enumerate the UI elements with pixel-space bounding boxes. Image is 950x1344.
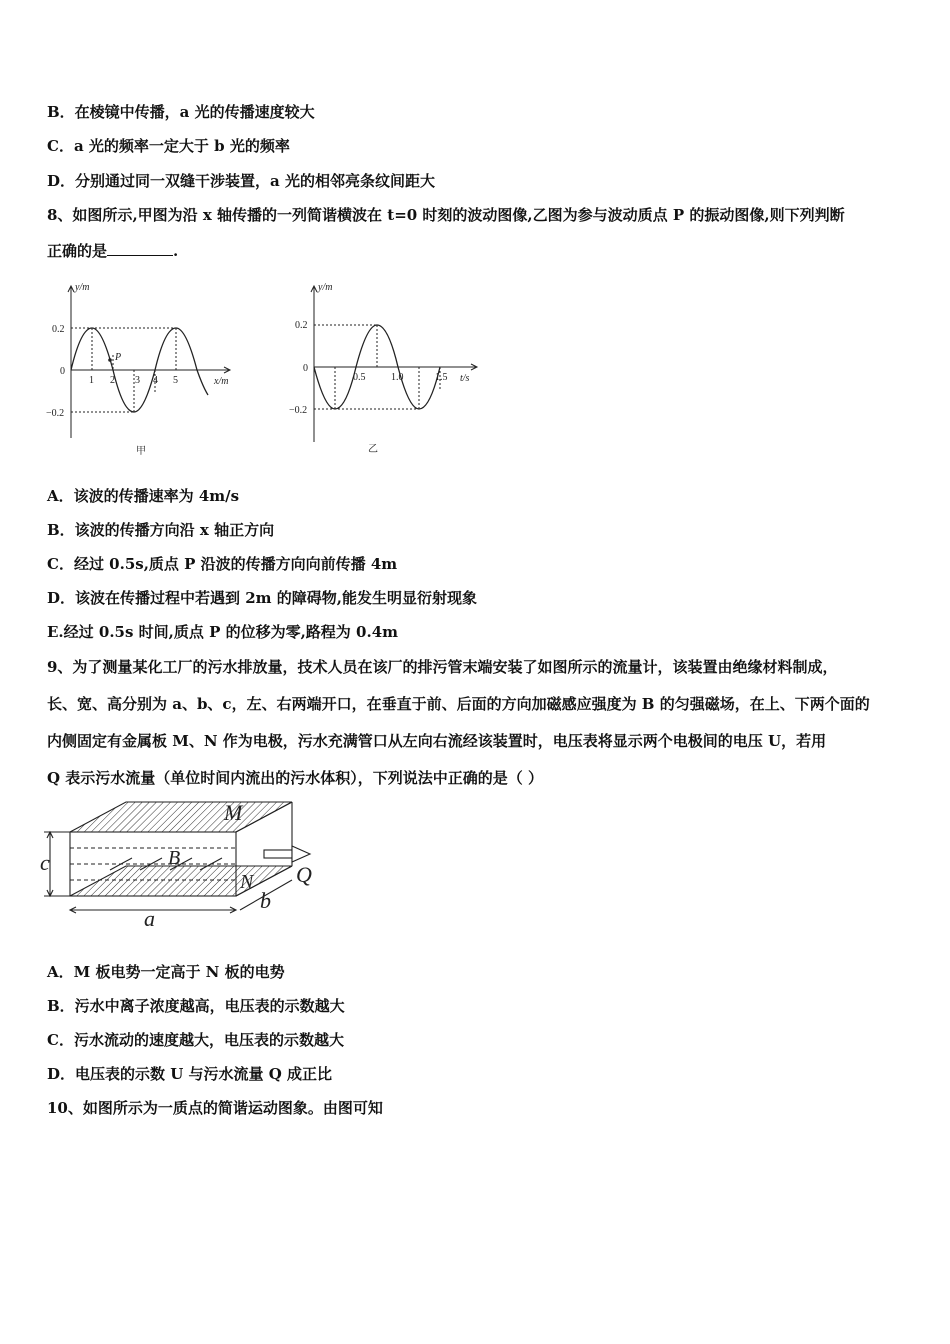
q8-option-d: D．该波在传播过程中若遇到 2m 的障碍物,能发生明显衍射现象 bbox=[47, 589, 477, 607]
q8-stem-text: 正确的是 bbox=[47, 242, 108, 260]
option-c-prev: C．a 光的频率一定大于 b 光的频率 bbox=[47, 137, 290, 155]
jia-xtick-3: 3 bbox=[135, 375, 140, 386]
label-m: M bbox=[224, 800, 243, 825]
q8-stem-line2 bbox=[47, 241, 178, 261]
yi-ytick-zero: 0 bbox=[303, 363, 308, 374]
yi-xlabel: t/s bbox=[460, 373, 470, 384]
q8-option-a: A．该波的传播速率为 4m/s bbox=[47, 487, 240, 505]
jia-ytick-zero: 0 bbox=[60, 366, 65, 377]
q8-stem-end: . bbox=[173, 242, 179, 260]
q9-option-d: D．电压表的示数 U 与污水流量 Q 成正比 bbox=[47, 1065, 333, 1083]
jia-point-p bbox=[108, 358, 112, 362]
label-a: a bbox=[144, 906, 155, 930]
option-d-prev: D．分别通过同一双缝干涉装置，a 光的相邻亮条纹间距大 bbox=[47, 172, 435, 190]
wave-graph-jia bbox=[40, 280, 240, 460]
jia-ytick-bottom: −0.2 bbox=[46, 408, 65, 419]
label-b-field: B bbox=[168, 847, 181, 869]
flow-arrow-head bbox=[292, 846, 310, 862]
yi-ytick-top: 0.2 bbox=[295, 320, 308, 331]
jia-point-label: P bbox=[115, 352, 122, 363]
q9-option-a: A．M 板电势一定高于 N 板的电势 bbox=[47, 963, 285, 981]
jia-xlabel: x/m bbox=[214, 376, 229, 387]
yi-ylabel: y/m bbox=[318, 282, 333, 293]
jia-xtick-4: 4 bbox=[153, 375, 158, 386]
yi-xtick-10: 1.0 bbox=[391, 372, 404, 383]
jia-caption: 甲 bbox=[136, 446, 146, 457]
jia-xtick-2: 2 bbox=[110, 375, 115, 386]
jia-ytick-top: 0.2 bbox=[52, 324, 65, 335]
q9-stem-line1: 9、为了测量某化工厂的污水排放量，技术人员在该厂的排污管末端安装了如图所示的流量计，该装置由绝缘材料制成， bbox=[47, 658, 838, 676]
q8-option-b: B．该波的传播方向沿 x 轴正方向 bbox=[47, 521, 275, 539]
label-b-dim: b bbox=[260, 888, 271, 913]
vibration-graph-yi bbox=[283, 280, 483, 460]
q8-option-c: C．经过 0.5s,质点 P 沿波的传播方向向前传播 4m bbox=[47, 555, 398, 573]
yi-caption: 乙 bbox=[368, 444, 378, 455]
label-c: c bbox=[40, 850, 50, 875]
plate-m bbox=[70, 802, 292, 832]
q9-stem-line4: Q 表示污水流量（单位时间内流出的污水体积），下列说法中正确的是（ ） bbox=[47, 769, 544, 787]
plate-n bbox=[70, 866, 292, 896]
flow-arrow-shaft bbox=[264, 850, 292, 858]
q9-option-c: C．污水流动的速度越大，电压表的示数越大 bbox=[47, 1031, 344, 1049]
q9-option-b: B．污水中离子浓度越高，电压表的示数越大 bbox=[47, 997, 345, 1015]
jia-xtick-5: 5 bbox=[173, 375, 178, 386]
option-b-prev: B．在棱镜中传播，a 光的传播速度较大 bbox=[47, 103, 315, 121]
q8-option-e: E.经过 0.5s 时间,质点 P 的位移为零,路程为 0.4m bbox=[47, 623, 398, 641]
yi-ytick-bottom: −0.2 bbox=[289, 405, 308, 416]
q10-stem: 10、如图所示为一质点的简谐运动图象。由图可知 bbox=[47, 1099, 383, 1117]
q8-stem-line1: 8、如图所示,甲图为沿 x 轴传播的一列简谐横波在 t=0 时刻的波动图像,乙图为参与波动质点 P 的振动图像,则下列判断 bbox=[47, 206, 845, 224]
jia-ylabel: y/m bbox=[75, 282, 90, 293]
q9-stem-line3: 内侧固定有金属板 M、N 作为电极，污水充满管口从左向右流经该装置时，电压表将显示两个电极间的电压 U，若用 bbox=[47, 732, 827, 750]
q9-stem-line2: 长、宽、高分别为 a、b、c，左、右两端开口，在垂直于前、后面的方向加磁感应强度为 B 的匀强磁场，在上、下两个面的 bbox=[47, 695, 870, 713]
answer-blank bbox=[107, 241, 173, 256]
jia-xtick-1: 1 bbox=[89, 375, 94, 386]
yi-xtick-15: 1.5 bbox=[435, 372, 448, 383]
flowmeter-diagram bbox=[40, 798, 330, 930]
label-n: N bbox=[240, 871, 254, 893]
label-q: Q bbox=[296, 862, 312, 887]
yi-xtick-05: 0.5 bbox=[353, 372, 366, 383]
